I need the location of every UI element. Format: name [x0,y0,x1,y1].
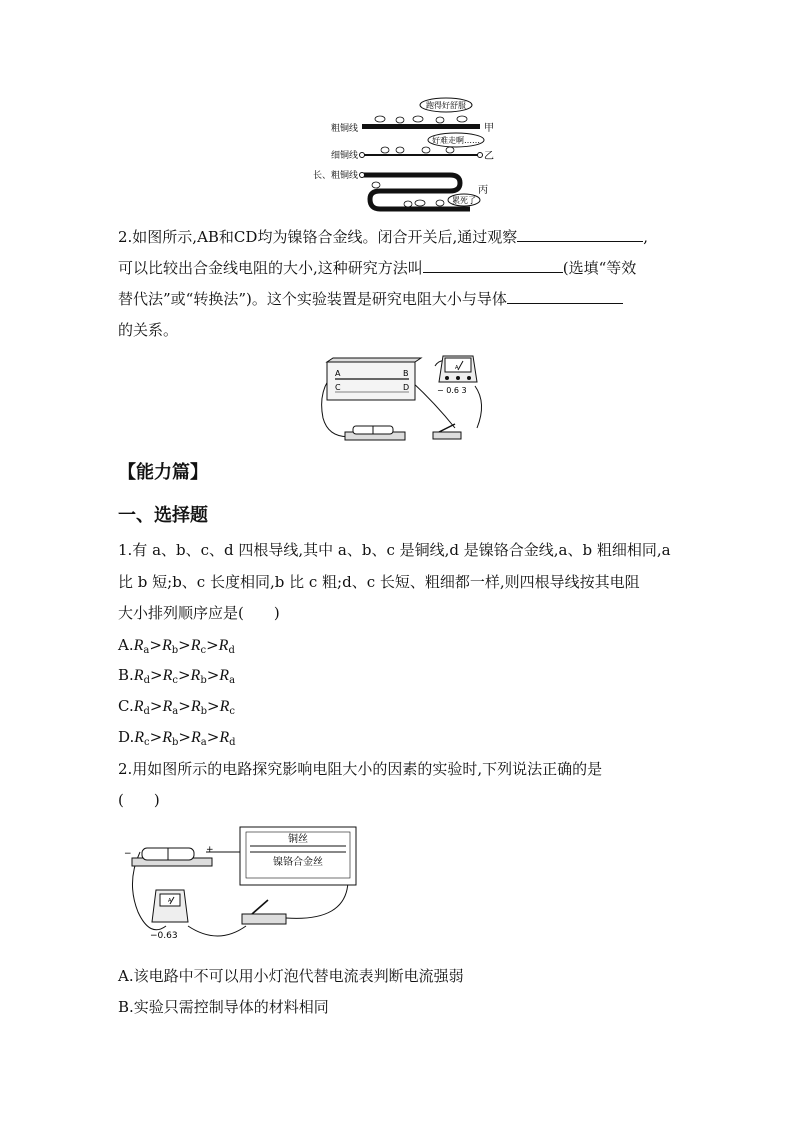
bubble-bottom-text: 累死了 [452,196,476,205]
battery-plus: + [206,845,214,855]
resistance-symbol: R [191,729,201,746]
resistance-subscript: c [172,675,178,686]
q2-option-a[interactable]: A.该电路中不可以用小灯泡代替电流表判断电流强弱 [118,967,464,985]
q1-line1: 1.有 a、b、c、d 四根导线,其中 a、b、c 是铜线,d 是镍铬合金线,a、b 粗细相同,a [118,541,671,559]
switch [433,424,461,439]
resistance-subscript: b [200,675,207,686]
battery [124,845,214,866]
section-ability: 【能力篇】 [118,462,208,483]
label-yi: 乙 [484,151,494,162]
resistance-subscript: b [200,706,207,717]
resistance-symbol: R [190,667,201,684]
resistance-subscript: c [200,645,207,656]
terminal-a: A [335,369,341,378]
q1-option-b[interactable] [118,665,235,691]
resistance-symbol: R [133,698,144,715]
resistance-subscript: b [172,737,179,748]
ammeter-scale: −0.63 [150,931,178,941]
q2-top-line1-text: 2.如图所示,AB和CD均为镍铬合金线。闭合开关后,通过观察 [118,228,518,246]
greater-than: > [149,666,163,684]
blank-factor[interactable] [507,289,623,304]
resistance-symbol: R [161,637,172,654]
option-letter: C. [118,697,134,715]
q1-option-a[interactable] [118,635,235,661]
resistance-symbol: R [133,667,144,684]
resistance-subscript: a [143,645,150,656]
greater-than: > [149,697,163,715]
ammeter [150,890,188,941]
blank-observe[interactable] [517,227,643,242]
q2-line2: ( ) [118,791,160,809]
resistance-symbol: R [133,637,144,654]
resistance-symbol: R [134,729,145,746]
ammeter-symbol: A [168,898,172,904]
label-bing: 丙 [478,185,488,196]
figure-circuit-copper-nichrome [118,822,368,950]
thick-wire [362,124,480,129]
resistance-subscript: a [229,675,236,686]
resistance-board [327,358,421,400]
resistance-subscript: d [229,737,236,748]
greater-than: > [207,697,220,715]
label-nichrome: 镍铬合金丝 [273,857,323,868]
label-copper: 铜丝 [288,834,308,845]
greater-than: > [178,697,191,715]
section-choice: 一、选择题 [118,505,208,526]
option-letter: D. [118,728,135,746]
option-letter: B. [118,666,134,684]
bubble-top-text: 跑得好舒服 [426,101,466,110]
terminal-c: C [335,383,341,392]
ammeter [437,356,477,395]
q2-top-line2 [118,258,636,278]
q2-top-line3-text: 替代法”或“转换法”)。这个实验装置是研究电阻大小与导体 [118,290,507,308]
resistance-subscript: c [144,737,150,748]
q2-top-comma: , [643,228,648,246]
greater-than: > [177,666,191,684]
terminal-b: B [403,369,409,378]
terminal-d: D [403,383,410,392]
blank-method[interactable] [423,258,563,273]
resistance-symbol: R [219,729,230,746]
greater-than: > [206,636,219,654]
ammeter-scale: − 0.6 3 [437,386,467,395]
resistance-subscript: a [200,737,207,748]
ammeter-symbol: A [455,365,459,371]
battery [345,426,405,440]
resistance-subscript: b [171,645,179,656]
resistance-subscript: d [228,645,235,656]
q1-option-c[interactable] [118,696,235,722]
resistance-subscript: a [172,706,179,717]
resistance-symbol: R [162,729,173,746]
resistance-subscript: d [143,706,150,717]
resistance-symbol: R [162,667,173,684]
q2-top-line4: 的关系。 [118,321,179,339]
q2-option-b[interactable]: B.实验只需控制导体的材料相同 [118,998,329,1016]
resistance-symbol: R [190,637,201,654]
label-thin-wire: 细铜线 [330,151,358,161]
q2-top-line2-tail: (选填“等效 [562,259,637,277]
label-jia: 甲 [484,123,494,134]
q2-line1: 2.用如图所示的电路探究影响电阻大小的因素的实验时,下列说法正确的是 [118,760,603,778]
figure-wire-race [300,95,500,220]
q2-top-line3 [118,289,623,309]
battery-minus: − [124,849,132,859]
resistance-symbol: R [219,698,230,715]
q1-line2: 比 b 短;b、c 长度相同,b 比 c 粗;d、c 长短、粗细都一样,则四根导线按其电阻 [118,573,640,591]
greater-than: > [149,728,163,746]
greater-than: > [178,636,191,654]
label-long-wire: 长、粗铜线 [312,171,358,181]
option-letter: A. [118,636,134,654]
q1-option-d[interactable] [118,727,236,753]
switch [242,900,286,924]
q1-line3: 大小排列顺序应是( ) [118,604,280,622]
bubble-middle-text: 好难走啊…… [432,136,480,145]
resistance-symbol: R [219,667,230,684]
resistance-subscript: c [229,706,235,717]
figure-resistance-board [315,348,490,448]
greater-than: > [178,728,191,746]
wire-board [240,827,356,885]
greater-than: > [206,728,220,746]
greater-than: > [149,636,162,654]
resistance-symbol: R [218,637,229,654]
label-thick-wire: 粗铜线 [330,124,358,134]
greater-than: > [206,666,220,684]
resistance-symbol: R [162,698,173,715]
resistance-subscript: d [143,675,150,686]
q2-top-line2-text: 可以比较出合金线电阻的大小,这种研究方法叫 [118,259,423,277]
q2-top-line1 [118,227,648,247]
resistance-symbol: R [190,698,201,715]
